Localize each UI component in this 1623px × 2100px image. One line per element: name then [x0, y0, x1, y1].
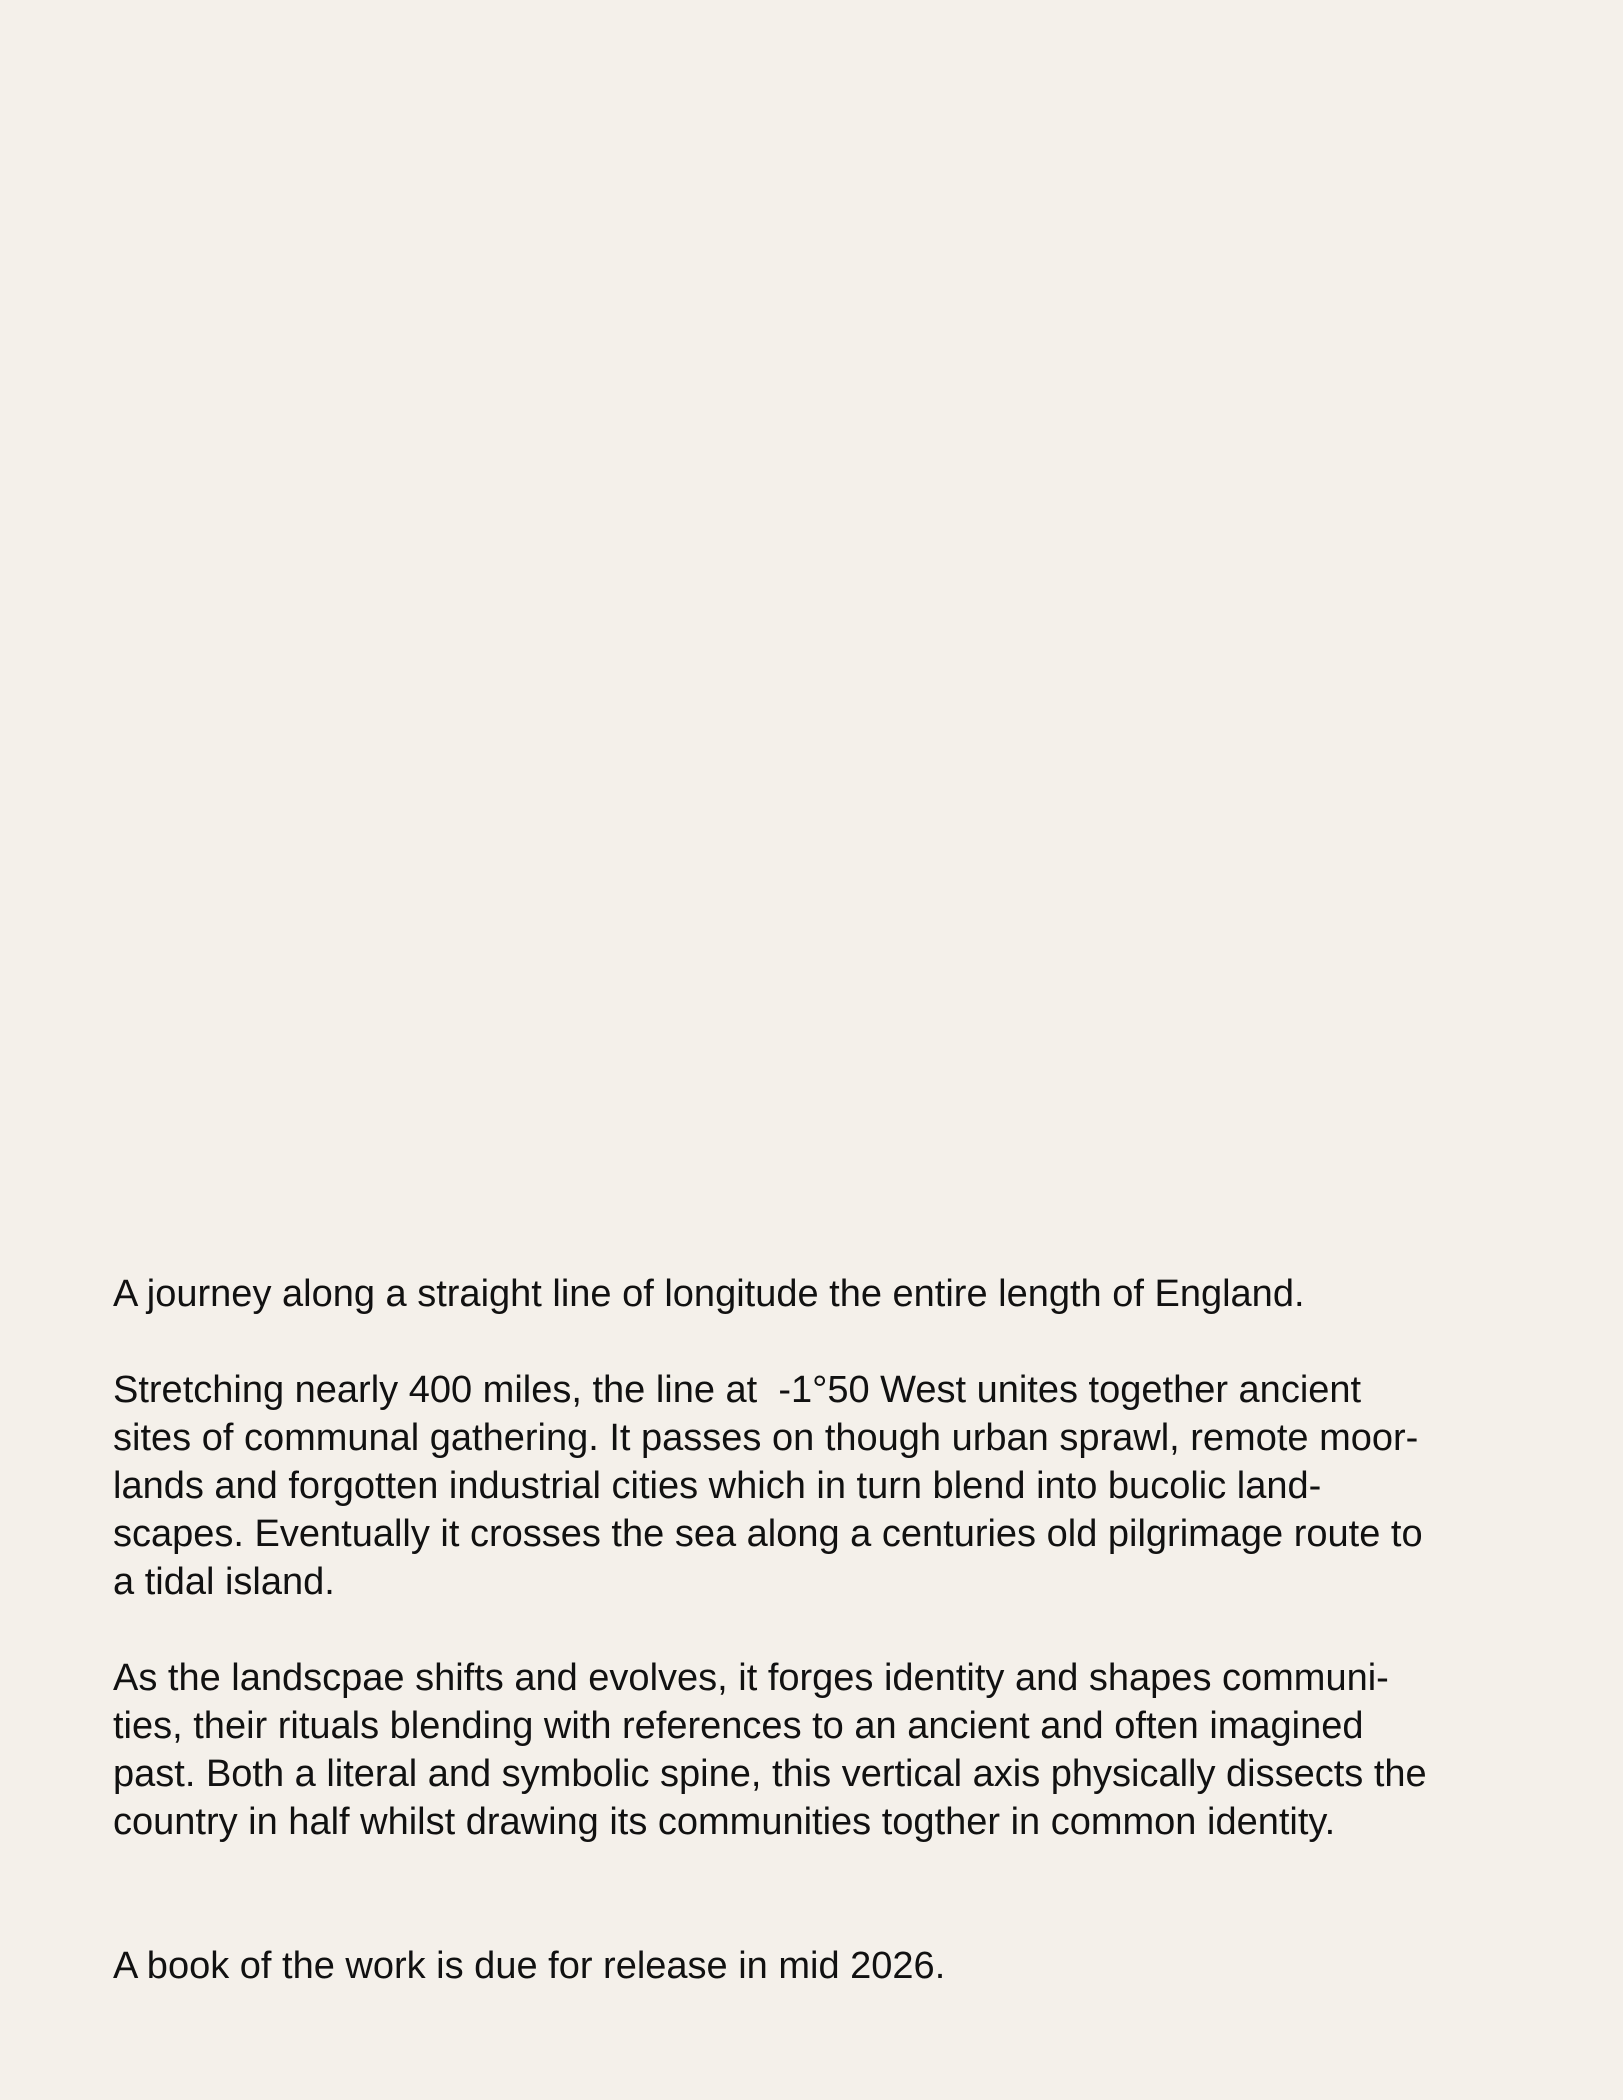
description-line-4: scapes. Eventually it crosses the sea along a centuries old pilgrimage route to: [113, 1513, 1423, 1555]
identity-paragraph: [113, 1654, 1523, 1846]
identity-line-4: country in half whilst drawing its communities togther in common identity.: [113, 1801, 1336, 1843]
description-line-3: lands and forgotten industrial cities which in turn blend into bucolic land-: [113, 1465, 1322, 1507]
release-note: A book of the work is due for release in mid 2026.: [113, 1945, 946, 1987]
intro-paragraph: [113, 1270, 1523, 1318]
identity-line-2: ties, their rituals blending with references to an ancient and often imagined: [113, 1705, 1364, 1747]
identity-line-1: As the landscpae shifts and evolves, it forges identity and shapes communi-: [113, 1657, 1389, 1699]
release-paragraph: [113, 1942, 1523, 1990]
description-paragraph: [113, 1366, 1523, 1606]
description-line-5: a tidal island.: [113, 1561, 335, 1603]
description-line-2: sites of communal gathering. It passes on though urban sprawl, remote moor-: [113, 1417, 1419, 1459]
document-body: [113, 1270, 1523, 1990]
intro-line: A journey along a straight line of longitude the entire length of England.: [113, 1273, 1305, 1315]
description-line-1: Stretching nearly 400 miles, the line at -1°50 West unites together ancient: [113, 1369, 1362, 1411]
identity-line-3: past. Both a literal and symbolic spine, this vertical axis physically dissects the: [113, 1753, 1427, 1795]
